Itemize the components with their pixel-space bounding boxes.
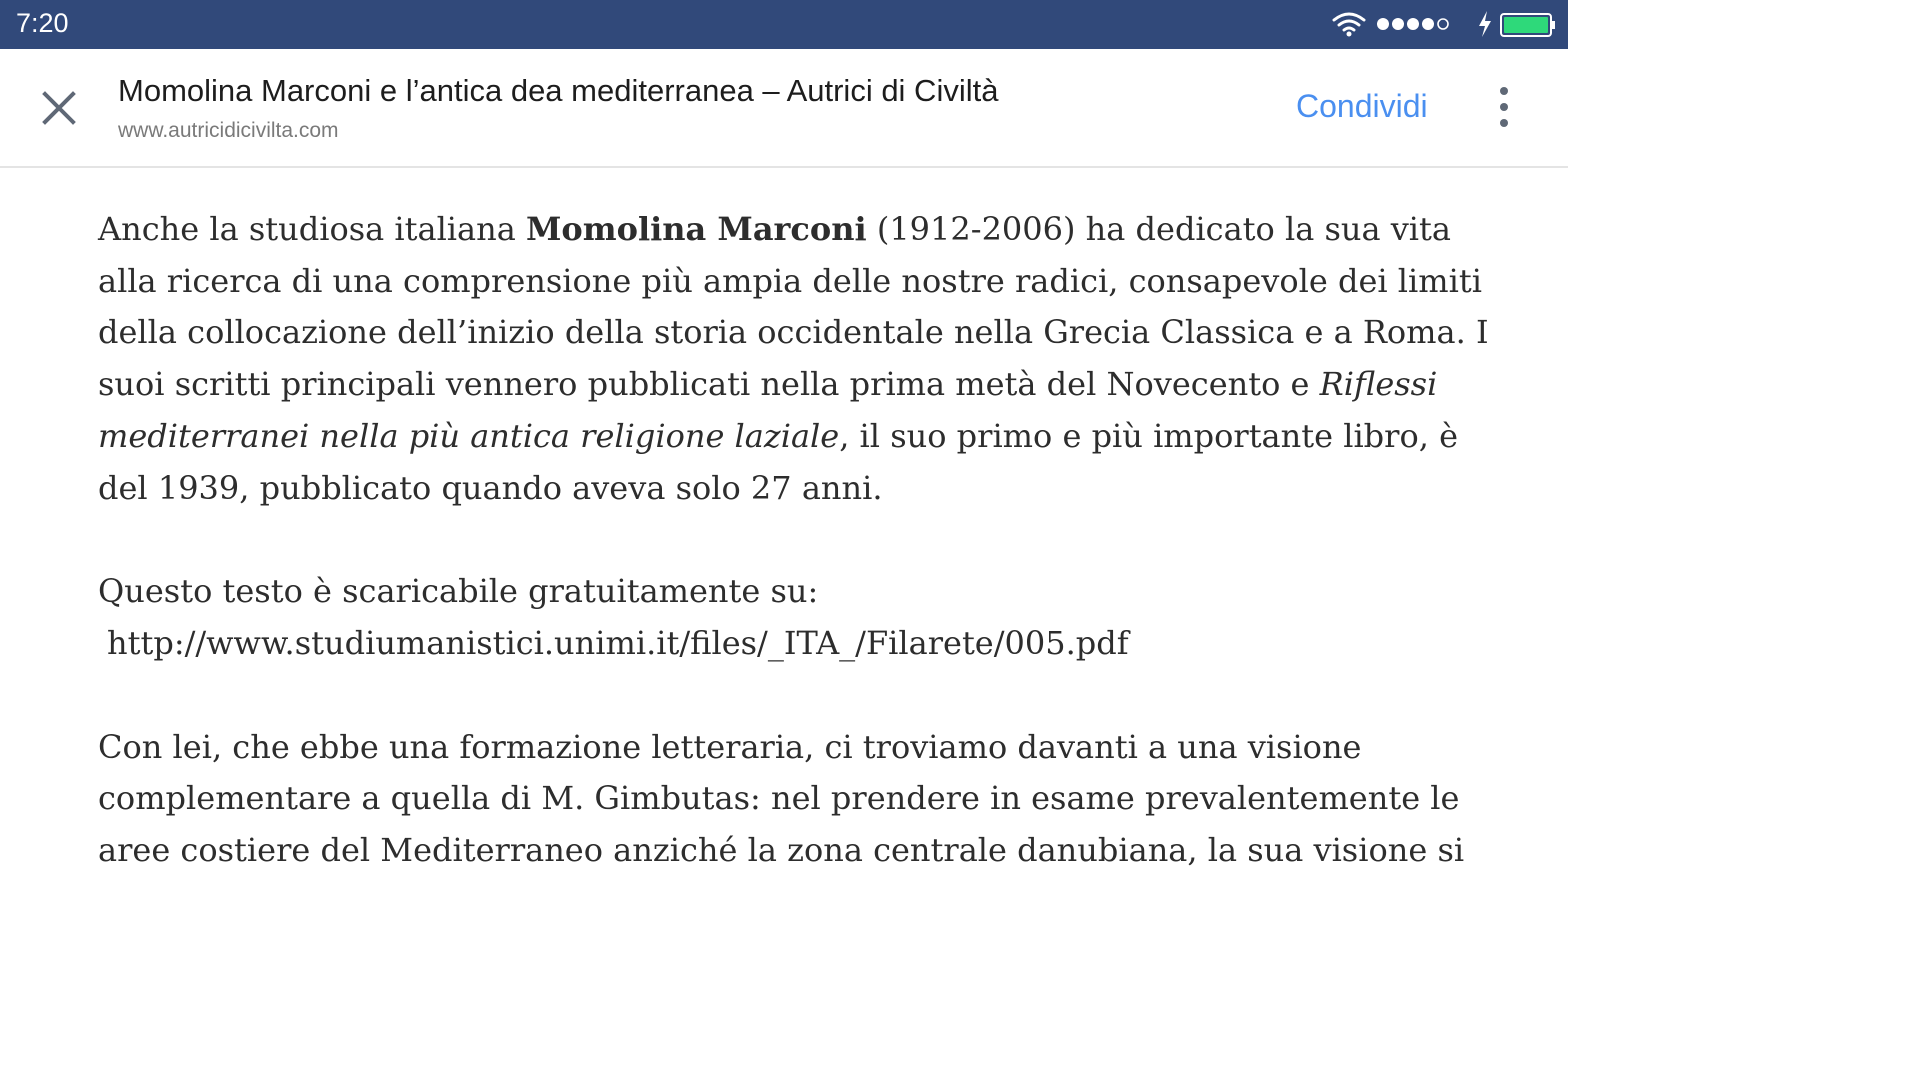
status-bar: [0, 0, 1568, 49]
battery-icon: [1500, 12, 1556, 38]
share-button[interactable]: Condividi: [1296, 88, 1428, 124]
pdf-link[interactable]: http://www.studiumanistici.unimi.it/files/_ITA_/Filarete/005.pdf: [107, 623, 1129, 662]
status-time: 7:20: [16, 8, 69, 38]
intro-text: Anche la studiosa italiana: [98, 210, 526, 248]
intro-text-continued: (1912-2006) ha dedicato la sua vita alla ricerca di una comprensione più ampia delle nostre radici, consapevole dei limiti della collocazione dell’inizio della storia occidentale nella Grecia Classica e a Roma. I suoi scritti principali vennero pubblicati nella prima metà del Novecento e: [98, 210, 1489, 404]
paragraph-comparison: Con lei, che ebbe una formazione letteraria, ci troviamo davanti a una visione complementare a quella di M. Gimbutas: nel prendere in esame prevalentemente le aree costiere del Mediterraneo anziché la zona centrale danubiana, la sua visione si: [98, 727, 1465, 870]
paragraph-download: [98, 566, 1498, 669]
page-title: Momolina Marconi e l’antica dea mediterranea – Autrici di Civiltà: [118, 73, 999, 108]
wifi-icon: [1332, 11, 1366, 37]
book-title: Riflessi mediterranei nella più antica religione laziale: [98, 365, 1438, 455]
signal-icon: [1376, 16, 1452, 32]
article-body: [98, 204, 1498, 877]
paragraph-spacer: [98, 670, 1498, 722]
more-options-button[interactable]: [1484, 83, 1524, 131]
more-vertical-icon: [1499, 86, 1509, 128]
close-icon: [41, 90, 77, 126]
close-button[interactable]: [30, 79, 88, 137]
paragraph-intro: [98, 204, 1498, 514]
intro-text-end: , il suo primo e più importante libro, è del 1939, pubblicato quando aveva solo 27 anni.: [98, 416, 1458, 507]
page-domain: www.autricidicivilta.com: [118, 119, 339, 142]
browser-header: [0, 49, 1568, 168]
bolt-icon: [1476, 10, 1494, 38]
author-name: Momolina Marconi: [525, 210, 867, 248]
download-text: Questo testo è scaricabile gratuitamente su:: [98, 572, 819, 611]
paragraph-spacer: [98, 514, 1498, 566]
